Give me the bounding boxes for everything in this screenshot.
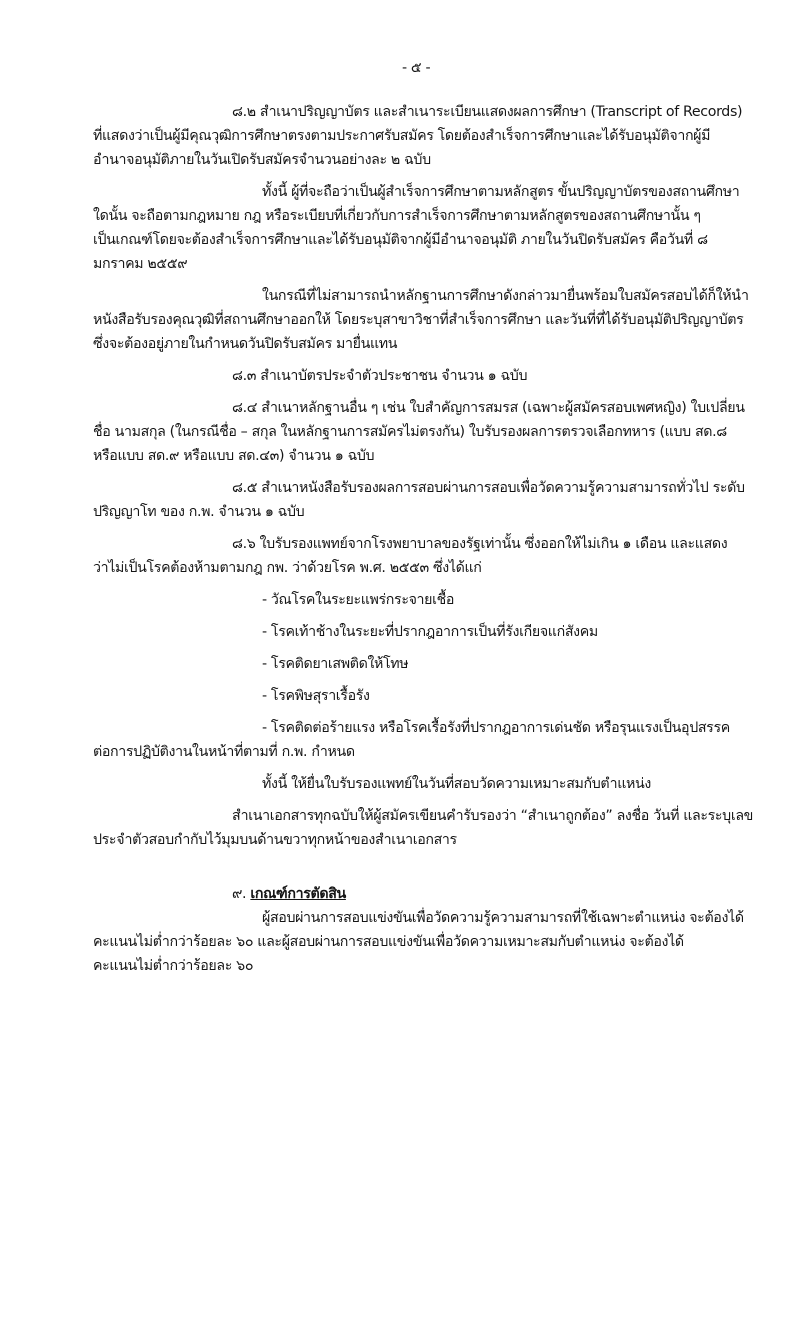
disease-item-continuation: ต่อการปฏิบัติงานในหน้าที่ตามที่ ก.พ. กำหนด <box>93 744 355 760</box>
section-9-line-3: คะแนนไม่ต่ำกว่าร้อยละ ๖๐ <box>93 958 254 974</box>
certify-line-1: สำเนาเอกสารทุกฉบับให้ผู้สมัครเขียนคำรับรองว่า “สำเนาถูกต้อง” ลงชื่อ วันที่ และระบุเลข <box>232 808 754 824</box>
medical-certificate-note: ทั้งนี้ ให้ยื่นใบรับรองแพทย์ในวันที่สอบวัดความเหมาะสมกับตำแหน่ง <box>262 776 651 792</box>
section-8-5-line-2: ปริญญาโท ของ ก.พ. จำนวน ๑ ฉบับ <box>93 504 305 520</box>
disease-item: - โรคติดยาเสพติดให้โทษ <box>262 656 409 672</box>
section-8-4-line-2: ชื่อ นามสกุล (ในกรณีชื่อ – สกุล ในหลักฐานการสมัครไม่ตรงกัน) ใบรับรองผลการตรวจเลือกทหาร (แบบ สด.๘ <box>93 424 727 440</box>
section-9-heading <box>232 884 346 904</box>
note-1-line-4: มกราคม ๒๕๕๙ <box>93 256 188 272</box>
section-8-3-line-1: ๘.๓ สำเนาบัตรประจำตัวประชาชน จำนวน ๑ ฉบับ <box>232 368 528 384</box>
section-9-number: ๙. <box>232 886 247 902</box>
page-number: - ๕ - <box>402 60 431 76</box>
disease-item: - โรคติดต่อร้ายแรง หรือโรคเรื้อรังที่ปรากฎอาการเด่นชัด หรือรุนแรงเป็นอุปสรรค <box>262 720 730 736</box>
section-8-5-line-1: ๘.๕ สำเนาหนังสือรับรองผลการสอบผ่านการสอบเพื่อวัดความรู้ความสามารถทั่วไป ระดับ <box>232 480 745 496</box>
disease-item: - โรคเท้าช้างในระยะที่ปรากฎอาการเป็นที่รังเกียจแก่สังคม <box>262 624 598 640</box>
section-8-6-line-1: ๘.๖ ใบรับรองแพทย์จากโรงพยาบาลของรัฐเท่านั้น ซึ่งออกให้ไม่เกิน ๑ เดือน และแสดง <box>232 536 728 552</box>
section-8-4-line-1: ๘.๔ สำเนาหลักฐานอื่น ๆ เช่น ใบสำคัญการสมรส (เฉพาะผู้สมัครสอบเพศหญิง) ใบเปลี่ยน <box>232 400 745 416</box>
section-8-6-line-2: ว่าไม่เป็นโรคต้องห้ามตามกฎ กพ. ว่าด้วยโรค พ.ศ. ๒๕๕๓ ซึ่งได้แก่ <box>93 560 482 576</box>
section-9-line-2: คะแนนไม่ต่ำกว่าร้อยละ ๖๐ และผู้สอบผ่านการสอบแข่งขันเพื่อวัดความเหมาะสมกับตำแหน่ง จะต้องได้ <box>93 934 684 950</box>
section-8-4-line-3: หรือแบบ สด.๙ หรือแบบ สด.๔๓) จำนวน ๑ ฉบับ <box>93 448 375 464</box>
section-9-line-1: ผู้สอบผ่านการสอบแข่งขันเพื่อวัดความรู้ความสามารถที่ใช้เฉพาะตำแหน่ง จะต้องได้ <box>262 910 744 926</box>
note-2-line-3: ซึ่งจะต้องอยู่ภายในกำหนดวันปิดรับสมัคร มายื่นแทน <box>93 336 398 352</box>
disease-item: - วัณโรคในระยะแพร่กระจายเชื้อ <box>262 592 455 608</box>
disease-item: - โรคพิษสุราเรื้อรัง <box>262 688 370 704</box>
note-2-line-1: ในกรณีที่ไม่สามารถนำหลักฐานการศึกษาดังกล่าวมายื่นพร้อมใบสมัครสอบได้ก็ให้นำ <box>262 288 749 304</box>
section-9-title: เกณฑ์การตัดสิน <box>250 886 346 902</box>
section-8-2-line-3: อำนาจอนุมัติภายในวันเปิดรับสมัครจำนวนอย่างละ ๒ ฉบับ <box>93 152 431 168</box>
section-8-2-line-2: ที่แสดงว่าเป็นผู้มีคุณวุฒิการศึกษาตรงตามประกาศรับสมัคร โดยต้องสำเร็จการศึกษาและได้รับอนุมัติจากผู้มี <box>93 128 711 144</box>
certify-line-2: ประจำตัวสอบกำกับไว้มุมบนด้านขวาทุกหน้าของสำเนาเอกสาร <box>93 832 457 848</box>
note-1-line-1: ทั้งนี้ ผู้ที่จะถือว่าเป็นผู้สำเร็จการศึกษาตามหลักสูตร ขั้นปริญญาบัตรของสถานศึกษา <box>262 184 740 200</box>
note-1-line-3: เป็นเกณฑ์โดยจะต้องสำเร็จการศึกษาและได้รับอนุมัติจากผู้มีอำนาจอนุมัติ ภายในวันปิดรับสมัคร คือวันที่ ๘ <box>93 232 708 248</box>
note-1-line-2: ใดนั้น จะถือตามกฎหมาย กฎ หรือระเบียบที่เกี่ยวกับการสำเร็จการศึกษาตามหลักสูตรของสถานศึกษานั้น ๆ <box>93 208 701 224</box>
section-8-2-line-1: ๘.๒ สำเนาปริญญาบัตร และสำเนาระเบียนแสดงผลการศึกษา (Transcript of Records) <box>232 104 743 120</box>
note-2-line-2: หนังสือรับรองคุณวุฒิที่สถานศึกษาออกให้ โดยระบุสาขาวิชาที่สำเร็จการศึกษา และวันที่ที่ได้รับอนุมัติปริญญาบัตร <box>93 312 744 328</box>
